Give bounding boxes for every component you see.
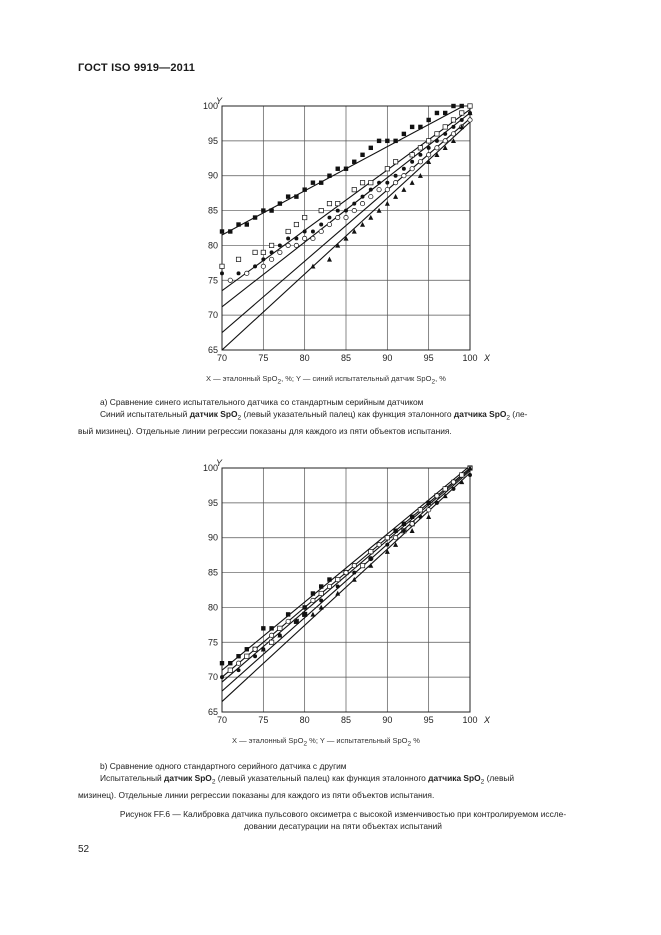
- chart-a-point-subject-3: [336, 215, 340, 219]
- chart-a-point-subject-4: [377, 181, 381, 185]
- chart-a-point-subject-1: [269, 208, 273, 212]
- chart-a-point-subject-4: [220, 271, 224, 275]
- chart-a-point-subject-1: [402, 132, 406, 136]
- chart-b-point-subject-1: [327, 577, 331, 581]
- chart-a-y-tick-label: 80: [207, 240, 218, 251]
- chart-a-point-subject-4: [418, 153, 422, 157]
- chart-a-y-tick-label: 95: [207, 135, 218, 146]
- caption-b-sub2: 2: [480, 778, 485, 786]
- caption-b: [78, 760, 608, 801]
- chart-a-point-subject-3: [245, 271, 249, 275]
- chart-b-point-subject-4: [402, 529, 406, 533]
- chart-b-caption-sep: %; Y — испытательный SpO: [307, 736, 408, 745]
- caption-b-line3: мизинец). Отдельные линии регрессии показаны для каждого из пяти объектов испытания.: [78, 789, 435, 800]
- chart-a-point-subject-4: [270, 250, 274, 254]
- chart-b-point-subject-4: [253, 654, 257, 658]
- chart-a-point-subject-3: [435, 146, 439, 150]
- chart-a-point-subject-1: [311, 180, 315, 184]
- chart-b-point-subject-2: [228, 668, 232, 672]
- chart-b-point-subject-3: [352, 563, 356, 567]
- chart-b-caption-y-sub: 2: [407, 740, 412, 748]
- chart-a-point-subject-3: [352, 208, 356, 212]
- chart-b-point-subject-1: [311, 591, 315, 595]
- figure-title: [78, 808, 608, 832]
- chart-a-point-subject-3: [278, 250, 282, 254]
- chart-a-caption-x-sub: 2: [277, 378, 282, 386]
- chart-b-point-subject-3: [435, 494, 439, 498]
- chart-a-point-subject-4: [402, 167, 406, 171]
- chart-a-y-tick-label: 75: [207, 275, 218, 286]
- chart-a-point-subject-3: [269, 257, 273, 261]
- chart-b-point-subject-4: [451, 487, 455, 491]
- chart-b-point-subject-2: [278, 626, 282, 630]
- caption-a-line2: [78, 408, 608, 425]
- chart-b-point-subject-2: [336, 577, 340, 581]
- chart-b-x-tick-label: 85: [340, 715, 352, 725]
- caption-b-sub1: 2: [211, 778, 216, 786]
- chart-b: [190, 458, 490, 728]
- chart-b-point-subject-1: [261, 626, 265, 630]
- chart-b-point-subject-1: [410, 515, 414, 519]
- chart-b-x-tick-label: 95: [423, 715, 434, 725]
- chart-b-point-subject-3: [311, 598, 315, 602]
- chart-a-point-subject-3: [344, 215, 348, 219]
- chart-a-point-subject-3: [377, 187, 381, 191]
- chart-a-point-subject-2: [253, 250, 257, 254]
- chart-a-point-subject-3: [311, 236, 315, 240]
- chart-b-point-subject-4: [237, 668, 241, 672]
- chart-b-point-subject-1: [286, 612, 290, 616]
- chart-b-point-subject-2: [319, 591, 323, 595]
- chart-a-point-subject-1: [369, 146, 373, 150]
- chart-a-x-tick-label: 90: [382, 353, 393, 363]
- chart-a-point-subject-5: [393, 194, 398, 199]
- chart-a-point-subject-2: [352, 187, 356, 191]
- chart-b-point-subject-2: [269, 640, 273, 644]
- chart-a-y-axis-label: Y: [216, 96, 223, 106]
- chart-a-point-subject-1: [220, 229, 224, 233]
- chart-a-x-tick-label: 85: [340, 353, 352, 363]
- chart-a-point-subject-1: [261, 208, 265, 212]
- chart-b-point-subject-3: [451, 480, 455, 484]
- chart-a-point-subject-2: [451, 118, 455, 122]
- chart-b-point-subject-1: [319, 584, 323, 588]
- chart-a-point-subject-4: [385, 181, 389, 185]
- chart-a-point-subject-5: [401, 187, 406, 192]
- chart-a-point-subject-3: [360, 201, 364, 205]
- chart-a-point-subject-1: [327, 174, 331, 178]
- chart-b-point-subject-3: [410, 522, 414, 526]
- chart-a-point-subject-2: [286, 229, 290, 233]
- chart-b-x-axis-label: X: [484, 715, 490, 725]
- chart-a-point-subject-2: [261, 250, 265, 254]
- chart-b-point-subject-1: [302, 605, 306, 609]
- chart-b-point-subject-2: [245, 654, 249, 658]
- chart-b-point-subject-3: [327, 584, 331, 588]
- chart-a-point-subject-3: [286, 243, 290, 247]
- chart-a-point-subject-2: [393, 160, 397, 164]
- chart-b-y-tick-label: 90: [207, 532, 218, 543]
- chart-a-point-subject-3: [327, 222, 331, 226]
- chart-a-point-subject-2: [460, 111, 464, 115]
- chart-b-y-tick-label: 70: [207, 672, 218, 683]
- chart-b-point-subject-2: [385, 536, 389, 540]
- chart-a-point-subject-5: [410, 180, 415, 185]
- chart-a-point-subject-2: [302, 215, 306, 219]
- caption-a-p1: Синий испытательный: [100, 409, 190, 419]
- chart-a-caption-end: , %: [435, 374, 446, 383]
- chart-a-point-subject-2: [385, 167, 389, 171]
- chart-a-y-tick-label: 100: [202, 101, 218, 111]
- chart-a-svg: [190, 96, 490, 366]
- chart-a-point-subject-1: [228, 229, 232, 233]
- chart-a-point-subject-4: [352, 202, 356, 206]
- chart-a-point-subject-4: [369, 188, 373, 192]
- chart-a-point-subject-1: [286, 194, 290, 198]
- chart-b-point-subject-1: [393, 529, 397, 533]
- chart-b-point-subject-3: [426, 508, 430, 512]
- chart-a-point-subject-2: [294, 222, 298, 226]
- chart-b-y-tick-label: 75: [207, 637, 218, 648]
- chart-a-point-subject-3: [385, 187, 389, 191]
- chart-a-point-subject-1: [426, 118, 430, 122]
- chart-a-point-subject-3: [294, 243, 298, 247]
- chart-a-point-subject-1: [302, 187, 306, 191]
- chart-a-point-subject-3: [319, 229, 323, 233]
- chart-a-point-subject-3: [261, 264, 265, 268]
- chart-a-point-subject-5: [327, 257, 332, 262]
- chart-b-point-subject-4: [418, 515, 422, 519]
- page-number: 52: [78, 844, 90, 855]
- chart-a-point-subject-2: [443, 125, 447, 129]
- chart-a-y-tick-label: 85: [207, 205, 218, 216]
- chart-a-x-tick-label: 100: [462, 353, 478, 363]
- chart-b-point-subject-1: [236, 654, 240, 658]
- document-header: ГОСТ ISO 9919—2011: [78, 62, 196, 74]
- chart-a-point-subject-1: [336, 167, 340, 171]
- chart-a-point-subject-4: [261, 257, 265, 261]
- caption-b-b1: датчик SpO: [164, 773, 212, 783]
- chart-a-point-subject-4: [294, 236, 298, 240]
- chart-b-point-subject-4: [435, 501, 439, 505]
- chart-a-point-subject-4: [311, 230, 315, 234]
- caption-b-p3: (левый: [484, 773, 515, 783]
- caption-b-p1: Испытательный: [100, 773, 164, 783]
- chart-b-point-subject-2: [369, 549, 373, 553]
- chart-a-point-subject-3: [418, 160, 422, 164]
- chart-a-point-subject-1: [245, 222, 249, 226]
- caption-b-b2: датчика SpO: [428, 773, 481, 783]
- chart-a-point-subject-2: [220, 264, 224, 268]
- chart-a-point-subject-3: [468, 118, 472, 122]
- chart-b-point-subject-5: [410, 528, 415, 533]
- chart-b-y-axis-label: Y: [216, 458, 223, 468]
- chart-b-x-tick-label: 80: [299, 715, 310, 725]
- chart-a-caption-sep: , %; Y — синий испытательный датчик SpO: [281, 374, 432, 383]
- chart-b-axis-caption: [232, 736, 420, 748]
- chart-b-point-subject-2: [360, 563, 364, 567]
- chart-a-axis-caption: [206, 374, 446, 386]
- chart-a-point-subject-1: [451, 104, 455, 108]
- figure-title-line1: Рисунок FF.6 — Калибровка датчика пульсового оксиметра с высокой изменчивостью при контролируемом иссле-: [119, 809, 567, 819]
- chart-a-point-subject-2: [468, 104, 472, 108]
- chart-b-point-subject-1: [269, 626, 273, 630]
- chart-a-x-tick-label: 70: [216, 353, 228, 363]
- chart-b-caption-x: X — эталонный SpO: [232, 736, 304, 745]
- chart-b-x-tick-label: 70: [216, 715, 228, 725]
- chart-a-point-subject-4: [410, 160, 414, 164]
- chart-a-point-subject-2: [327, 201, 331, 205]
- chart-a-point-subject-4: [344, 209, 348, 213]
- caption-a-sub2: 2: [506, 414, 510, 422]
- chart-a-point-subject-4: [435, 139, 439, 143]
- chart-a-point-subject-4: [303, 230, 307, 234]
- chart-a-point-subject-2: [269, 243, 273, 247]
- chart-a-point-subject-2: [319, 208, 323, 212]
- chart-b-point-subject-2: [443, 487, 447, 491]
- chart-a-point-subject-4: [460, 118, 464, 122]
- chart-b-point-subject-1: [426, 501, 430, 505]
- chart-b-point-subject-1: [220, 661, 224, 665]
- chart-b-y-tick-label: 85: [207, 567, 218, 578]
- chart-a: [190, 96, 490, 366]
- chart-b-point-subject-4: [220, 675, 224, 679]
- chart-b-point-subject-3: [377, 542, 381, 546]
- chart-a-point-subject-4: [278, 243, 282, 247]
- chart-b-y-tick-label: 100: [202, 463, 218, 473]
- chart-b-point-subject-3: [269, 633, 273, 637]
- chart-a-point-subject-4: [427, 146, 431, 150]
- chart-b-point-subject-1: [228, 661, 232, 665]
- chart-a-point-subject-1: [319, 180, 323, 184]
- chart-a-point-subject-1: [278, 201, 282, 205]
- chart-a-point-subject-3: [228, 278, 232, 282]
- chart-b-point-subject-1: [245, 647, 249, 651]
- caption-b-line1: b) Сравнение одного стандартного серийного датчика с другим: [100, 761, 347, 771]
- chart-b-point-subject-3: [344, 570, 348, 574]
- chart-a-point-subject-3: [426, 153, 430, 157]
- chart-b-point-subject-3: [393, 536, 397, 540]
- caption-a-line1: а) Сравнение синего испытательного датчика со стандартным серийным датчиком: [100, 397, 424, 407]
- chart-a-y-tick-label: 70: [207, 310, 218, 321]
- chart-a-point-subject-3: [410, 167, 414, 171]
- chart-a-x-tick-label: 75: [258, 353, 269, 363]
- chart-a-point-subject-1: [460, 104, 464, 108]
- chart-b-point-subject-2: [460, 473, 464, 477]
- caption-a-line3: вый мизинец). Отдельные линии регрессии показаны для каждого из пяти объектов испытания.: [78, 425, 452, 436]
- chart-a-point-subject-2: [236, 257, 240, 261]
- chart-a-point-subject-3: [451, 132, 455, 136]
- chart-a-point-subject-3: [302, 236, 306, 240]
- chart-b-point-subject-4: [303, 612, 307, 616]
- chart-a-point-subject-1: [294, 194, 298, 198]
- chart-a-point-subject-1: [360, 153, 364, 157]
- chart-a-point-subject-3: [393, 180, 397, 184]
- chart-a-point-subject-1: [418, 125, 422, 129]
- chart-a-point-subject-2: [435, 132, 439, 136]
- chart-b-caption-x-sub: 2: [303, 740, 308, 748]
- caption-a: [78, 396, 608, 437]
- chart-a-point-subject-1: [344, 167, 348, 171]
- caption-a-b2: датчика SpO: [453, 409, 507, 419]
- chart-b-y-tick-label: 80: [207, 602, 218, 613]
- chart-a-point-subject-2: [418, 146, 422, 150]
- chart-a-point-subject-1: [236, 222, 240, 226]
- chart-a-point-subject-4: [394, 174, 398, 178]
- chart-a-caption-x: X — эталонный SpO: [206, 374, 278, 383]
- chart-a-point-subject-4: [253, 264, 257, 268]
- chart-b-point-subject-4: [468, 473, 472, 477]
- chart-a-point-subject-4: [361, 195, 365, 199]
- chart-b-point-subject-3: [236, 661, 240, 665]
- chart-a-caption-y-sub: 2: [431, 378, 436, 386]
- chart-b-point-subject-4: [385, 543, 389, 547]
- chart-b-point-subject-4: [369, 557, 373, 561]
- chart-b-point-subject-1: [402, 522, 406, 526]
- chart-a-point-subject-2: [360, 180, 364, 184]
- chart-b-svg: [190, 458, 490, 728]
- chart-a-x-axis-label: X: [484, 353, 490, 363]
- chart-a-point-subject-1: [377, 139, 381, 143]
- caption-b-p2: (левый указательный палец) как функция эталонного: [215, 773, 429, 783]
- chart-a-point-subject-2: [369, 180, 373, 184]
- chart-a-point-subject-5: [385, 201, 390, 206]
- chart-a-point-subject-4: [319, 223, 323, 227]
- chart-a-point-subject-1: [352, 160, 356, 164]
- chart-a-point-subject-4: [451, 125, 455, 129]
- chart-a-x-tick-label: 80: [299, 353, 310, 363]
- chart-a-point-subject-4: [336, 209, 340, 213]
- chart-a-point-subject-4: [237, 271, 241, 275]
- caption-a-b1: датчик SpO: [189, 409, 238, 419]
- chart-b-point-subject-2: [418, 508, 422, 512]
- chart-a-point-subject-1: [385, 139, 389, 143]
- chart-a-point-subject-3: [369, 194, 373, 198]
- chart-a-point-subject-2: [410, 153, 414, 157]
- chart-a-point-subject-1: [410, 125, 414, 129]
- chart-a-y-tick-label: 65: [207, 345, 218, 355]
- chart-a-point-subject-1: [253, 215, 257, 219]
- chart-b-y-tick-label: 95: [207, 497, 218, 508]
- chart-b-point-subject-3: [253, 647, 257, 651]
- chart-a-point-subject-1: [443, 111, 447, 115]
- caption-a-sub1: 2: [237, 414, 242, 422]
- figure-title-line2: довании десатурации на пяти объектах испытаний: [244, 821, 442, 831]
- chart-b-x-tick-label: 100: [462, 715, 478, 725]
- chart-b-point-subject-5: [426, 514, 431, 519]
- chart-a-point-subject-2: [426, 139, 430, 143]
- chart-b-caption-end: %: [411, 736, 420, 745]
- caption-b-line2: [78, 772, 608, 789]
- chart-a-point-subject-4: [327, 216, 331, 220]
- chart-b-x-tick-label: 75: [258, 715, 269, 725]
- chart-a-x-tick-label: 95: [423, 353, 434, 363]
- chart-a-point-subject-1: [393, 139, 397, 143]
- chart-a-point-subject-1: [435, 111, 439, 115]
- chart-a-y-tick-label: 90: [207, 170, 218, 181]
- chart-a-point-subject-3: [402, 174, 406, 178]
- chart-b-point-subject-4: [319, 598, 323, 602]
- caption-a-p3: (ле-: [509, 409, 528, 419]
- chart-a-point-subject-4: [443, 132, 447, 136]
- chart-b-point-subject-4: [336, 585, 340, 589]
- chart-b-point-subject-3: [286, 619, 290, 623]
- caption-a-p2: (левый указательный палец) как функция эталонного: [241, 409, 454, 419]
- chart-b-x-tick-label: 90: [382, 715, 393, 725]
- chart-a-point-subject-2: [336, 201, 340, 205]
- chart-a-point-subject-3: [443, 139, 447, 143]
- chart-b-point-subject-4: [352, 571, 356, 575]
- chart-b-y-tick-label: 65: [207, 707, 218, 717]
- chart-a-point-subject-5: [368, 215, 373, 220]
- chart-a-point-subject-4: [286, 236, 290, 240]
